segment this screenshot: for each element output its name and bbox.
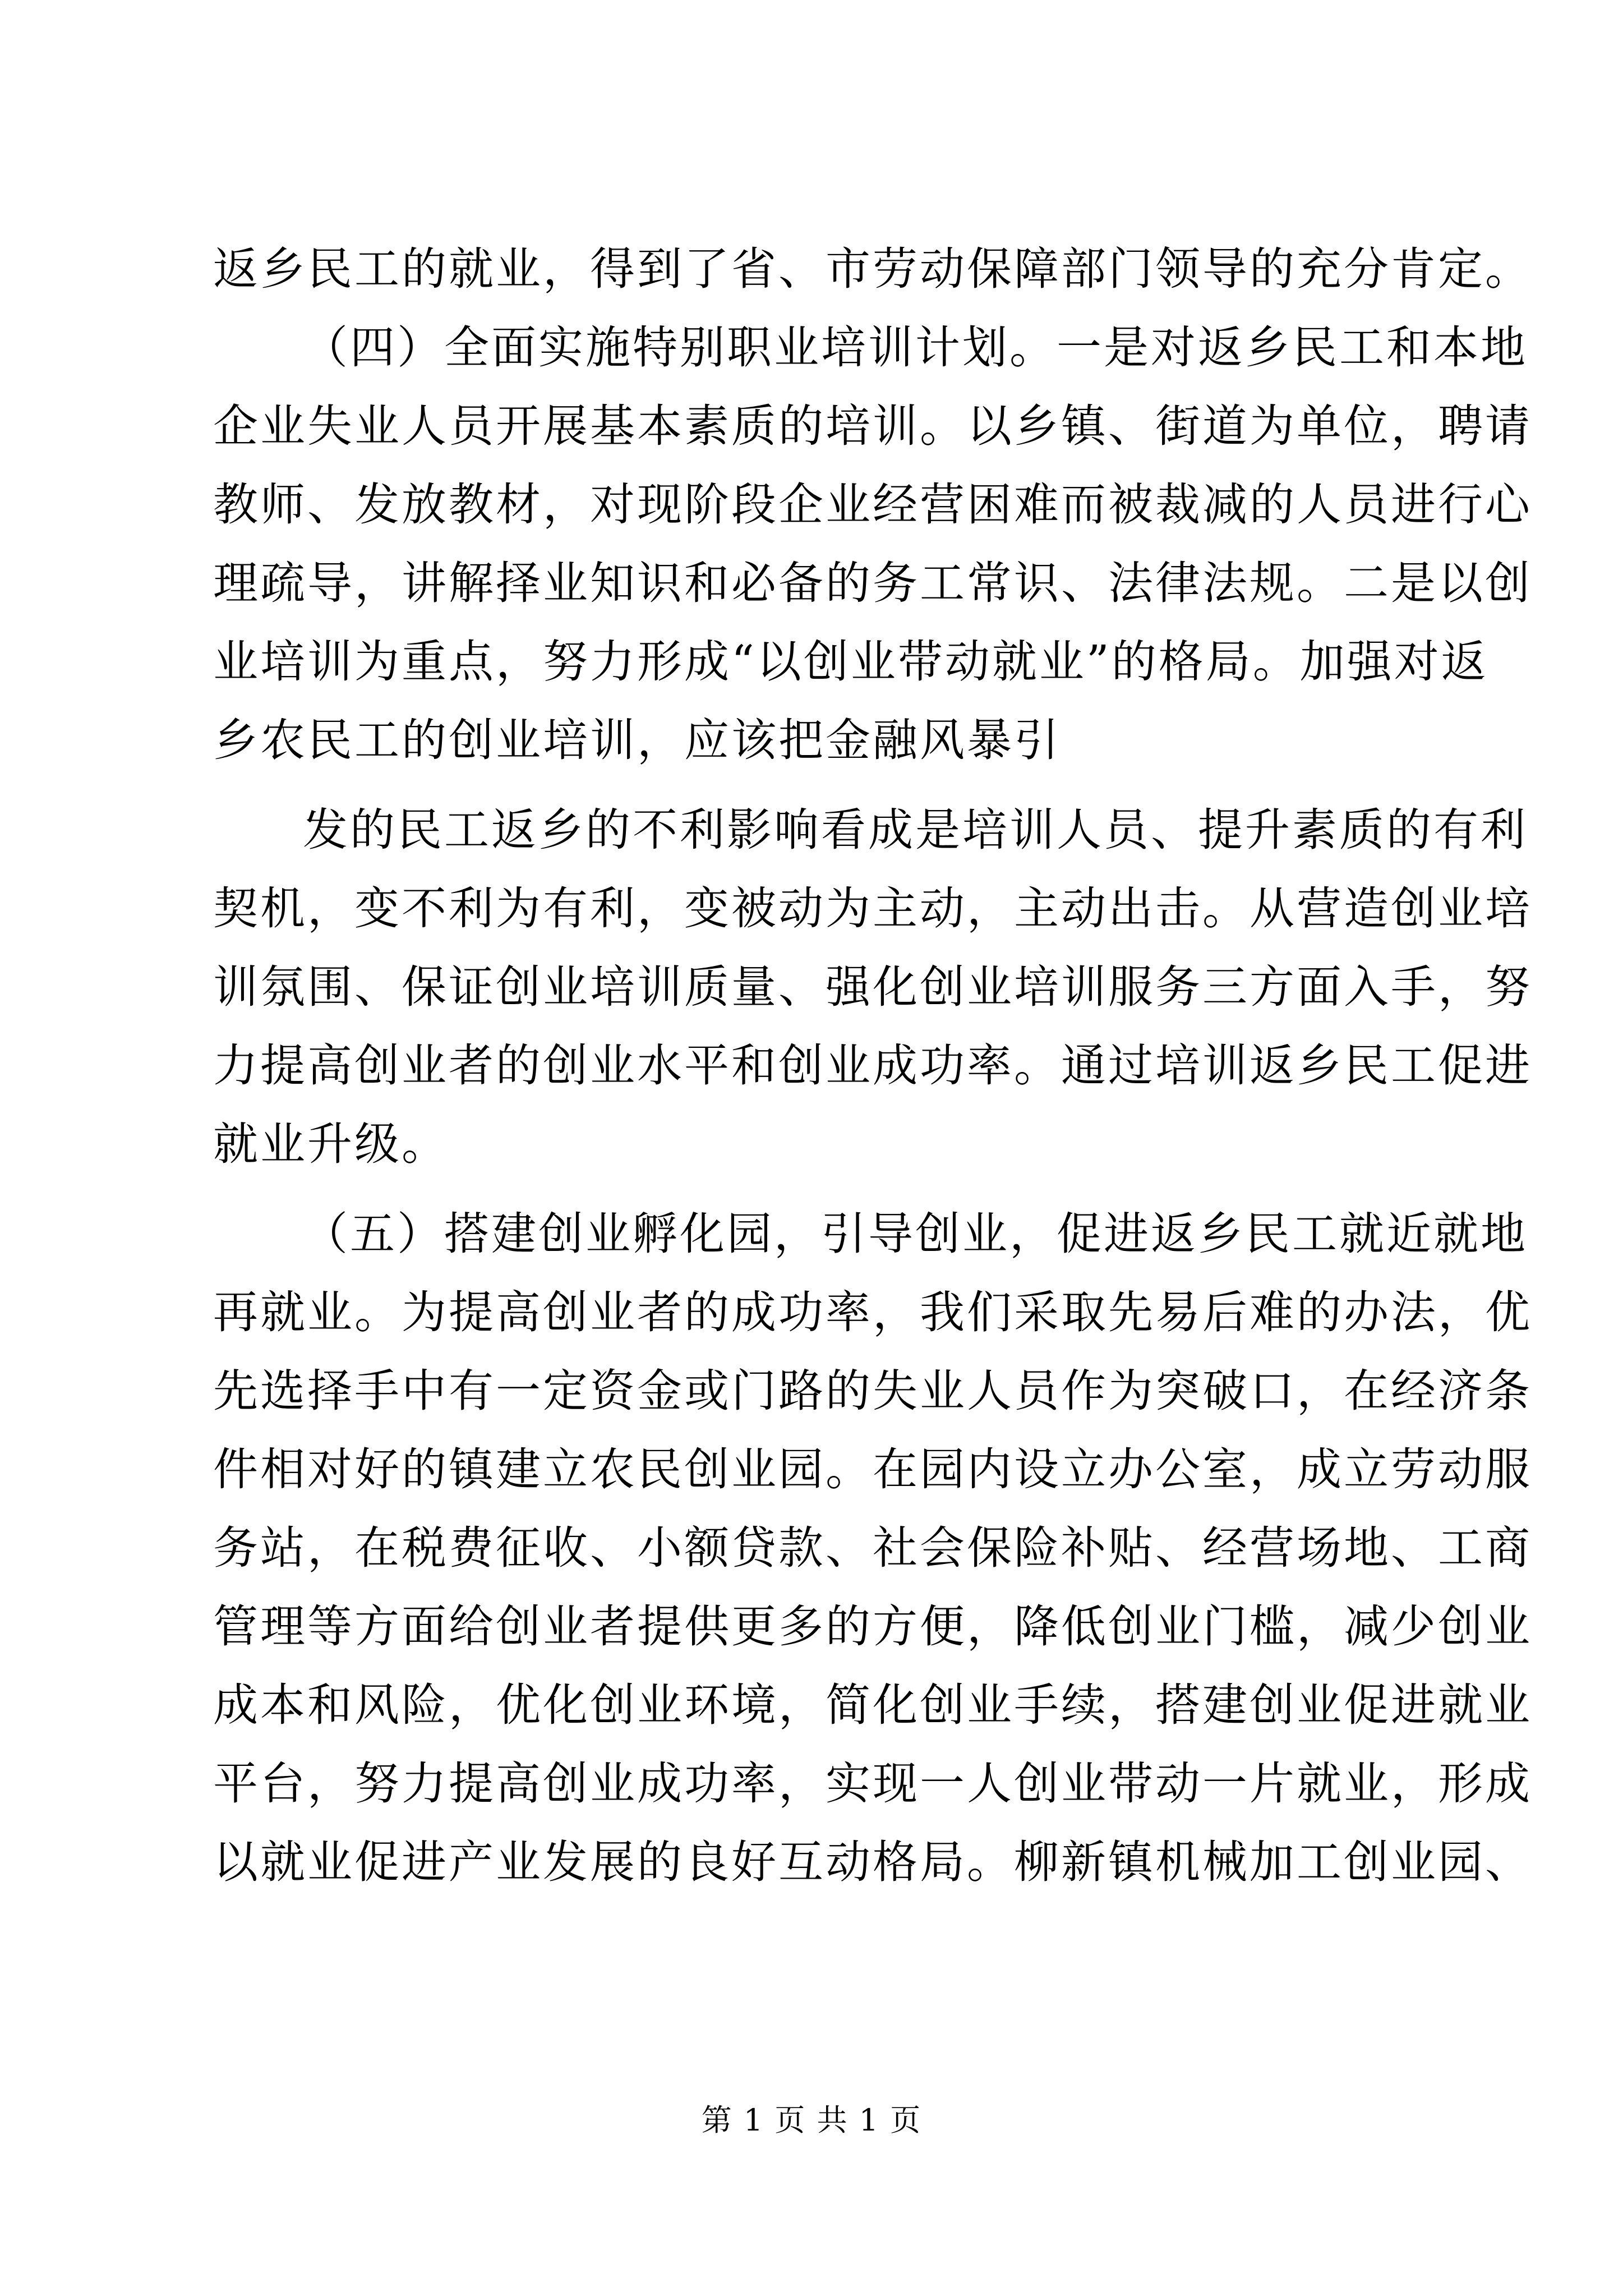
text-line: 成本和风险，优化创业环境，简化创业手续，搭建创业促进就业: [213, 1679, 1532, 1731]
text-line: 件相对好的镇建立农民创业园。在园内设立办公室，成立劳动服: [213, 1443, 1532, 1496]
text-line: 业培训为重点，努力形成“以创业带动就业”的格局。加强对返: [213, 636, 1488, 688]
text-line: （五）搭建创业孵化园，引导创业，促进返乡民工就近就地: [303, 1208, 1528, 1260]
text-line: 返乡民工的就业，得到了省、市劳动保障部门领导的充分肯定。: [213, 243, 1532, 295]
text-line: 管理等方面给创业者提供更多的方便，降低创业门槛，减少创业: [213, 1600, 1532, 1653]
text-line: 务站，在税费征收、小额贷款、社会保险补贴、经营场地、工商: [213, 1522, 1532, 1574]
text-line: 乡农民工的创业培训，应该把金融风暴引: [213, 714, 1061, 766]
text-line: 以就业促进产业发展的良好互动格局。柳新镇机械加工创业园、: [213, 1836, 1532, 1888]
text-line: 训氛围、保证创业培训质量、强化创业培训服务三方面入手，努: [213, 961, 1532, 1013]
text-line: 理疏导，讲解择业知识和必备的务工常识、法律法规。二是以创: [213, 557, 1532, 609]
text-line: 发的民工返乡的不利影响看成是培训人员、提升素质的有利: [303, 804, 1528, 856]
text-line: 力提高创业者的创业水平和创业成功率。通过培训返乡民工促进: [213, 1039, 1532, 1092]
text-line: 先选择手中有一定资金或门路的失业人员作为突破口，在经济条: [213, 1365, 1532, 1417]
text-line: 契机，变不利为有利，变被动为主动，主动出击。从营造创业培: [213, 882, 1532, 935]
page-number: 第 1 页 共 1 页: [701, 2102, 922, 2138]
text-line: 企业失业人员开展基本素质的培训。以乡镇、街道为单位，聘请: [213, 400, 1532, 452]
text-line: 平台，努力提高创业成功率，实现一人创业带动一片就业，形成: [213, 1757, 1532, 1810]
text-line: 教师、发放教材，对现阶段企业经营困难而被裁减的人员进行心: [213, 478, 1532, 531]
text-line: 就业升级。: [213, 1118, 449, 1170]
text-line: 再就业。为提高创业者的成功率，我们采取先易后难的办法，优: [213, 1286, 1532, 1338]
text-line: （四）全面实施特别职业培训计划。一是对返乡民工和本地: [303, 321, 1528, 374]
